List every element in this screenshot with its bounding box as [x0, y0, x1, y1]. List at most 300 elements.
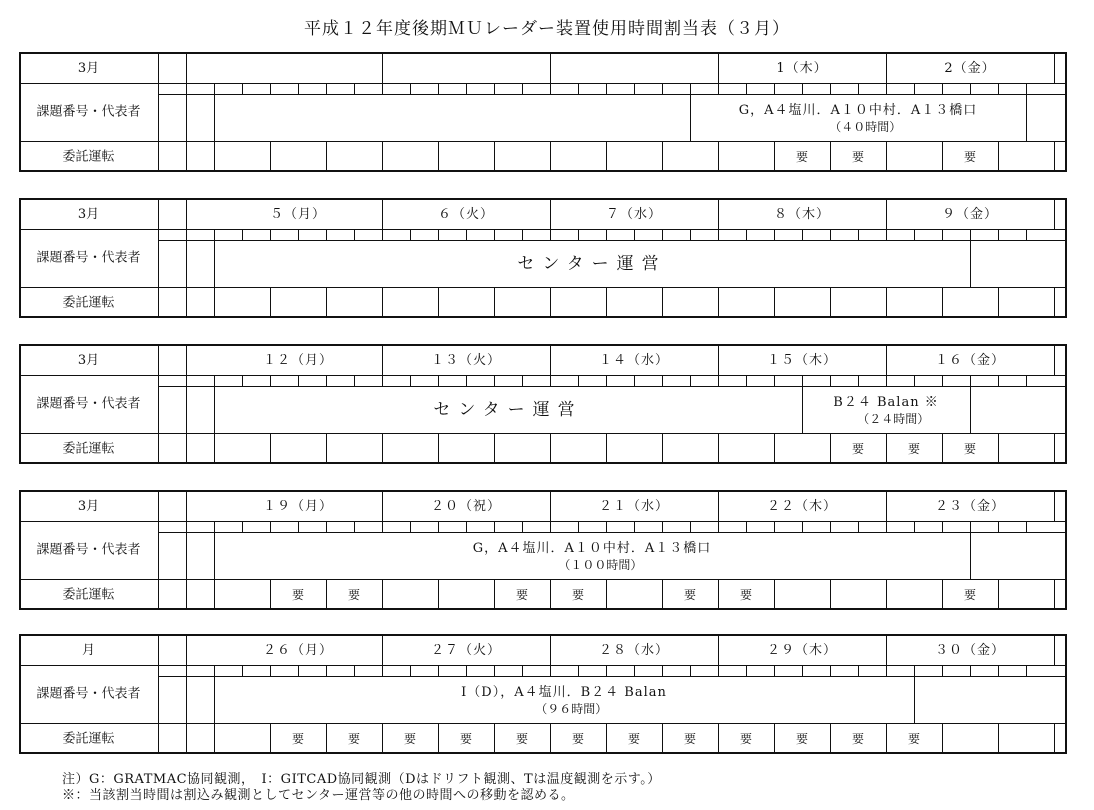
time-slot-tick — [410, 375, 411, 386]
delegated-required-mark: 要 — [347, 588, 361, 602]
time-slot-tick — [662, 665, 663, 676]
time-slot-tick — [998, 229, 999, 240]
time-slot-tick — [970, 521, 971, 532]
delegated-cell-divider — [494, 433, 495, 464]
row-divider — [158, 532, 1067, 533]
day-header: ２０（祝） — [430, 499, 502, 514]
day-header: ２３（金） — [934, 499, 1006, 514]
time-slot-tick — [494, 665, 495, 676]
time-slot-tick — [746, 665, 747, 676]
assignment-boundary — [690, 94, 691, 141]
time-slot-tick — [746, 521, 747, 532]
column-divider — [158, 344, 159, 464]
day-header: ８（木） — [773, 207, 831, 222]
table-border — [19, 344, 1067, 346]
time-slot-tick — [270, 375, 271, 386]
day-divider — [550, 52, 551, 83]
assignment-hours: （２４時間） — [857, 412, 930, 426]
time-slot-tick — [326, 521, 327, 532]
time-slot-tick — [410, 83, 411, 94]
time-slot-tick — [1026, 665, 1027, 676]
delegated-required-mark: 要 — [291, 588, 305, 602]
time-slot-tick — [886, 229, 887, 240]
day-header: ２８（水） — [598, 643, 670, 658]
time-slot-tick — [270, 665, 271, 676]
time-slot-tick — [438, 375, 439, 386]
month-label: 3月 — [77, 353, 100, 368]
time-slot-tick — [886, 665, 887, 676]
delegated-required-mark: 要 — [963, 150, 977, 164]
delegated-cell-divider — [942, 723, 943, 754]
row-label-delegated: 委託運転 — [62, 731, 115, 746]
time-slot-tick — [270, 229, 271, 240]
time-slot-tick — [942, 665, 943, 676]
time-slot-tick — [1026, 375, 1027, 386]
time-slot-tick — [242, 229, 243, 240]
time-slot-tick — [998, 83, 999, 94]
row-divider — [19, 433, 1067, 434]
delegated-required-mark: 要 — [683, 588, 697, 602]
time-slot-tick — [858, 83, 859, 94]
delegated-cell-divider — [382, 579, 383, 610]
delegated-cell-divider — [550, 433, 551, 464]
table-border — [19, 52, 1067, 54]
table-border — [19, 316, 1067, 318]
row-divider — [158, 94, 1067, 95]
delegated-required-mark: 要 — [627, 732, 641, 746]
time-slot-tick — [382, 83, 383, 94]
day-header: ６（火） — [437, 207, 495, 222]
delegated-cell-divider — [438, 723, 439, 754]
time-slot-tick — [942, 521, 943, 532]
delegated-cell-divider — [438, 141, 439, 172]
table-border — [19, 198, 1067, 200]
assignment-block: I（D），A４塩川．B２４ Balan — [461, 685, 667, 700]
time-slot-tick — [690, 665, 691, 676]
delegated-cell-divider — [1054, 287, 1055, 318]
time-slot-tick — [298, 521, 299, 532]
delegated-cell-divider — [606, 141, 607, 172]
time-slot-tick — [802, 665, 803, 676]
column-divider — [158, 490, 159, 610]
delegated-cell-divider — [718, 287, 719, 318]
delegated-cell-divider — [270, 723, 271, 754]
time-slot-tick — [354, 521, 355, 532]
row-divider — [19, 723, 1067, 724]
delegated-cell-divider — [438, 579, 439, 610]
delegated-cell-divider — [550, 141, 551, 172]
delegated-required-mark: 要 — [739, 588, 753, 602]
delegated-cell-divider — [382, 433, 383, 464]
time-slot-tick — [214, 229, 215, 240]
delegated-cell-divider — [382, 141, 383, 172]
day-header: １５（木） — [766, 353, 838, 368]
column-divider — [186, 490, 187, 610]
delegated-cell-divider — [214, 579, 215, 610]
time-slot-tick — [242, 83, 243, 94]
assignment-boundary — [970, 240, 971, 287]
row-divider — [19, 83, 1067, 84]
day-divider — [1054, 490, 1055, 521]
time-slot-tick — [354, 83, 355, 94]
delegated-required-mark: 要 — [795, 732, 809, 746]
day-divider — [382, 52, 383, 83]
time-slot-tick — [522, 665, 523, 676]
time-slot-tick — [690, 83, 691, 94]
time-slot-tick — [970, 229, 971, 240]
time-slot-tick — [858, 665, 859, 676]
assignment-hours: （４０時間） — [829, 120, 902, 134]
time-slot-tick — [634, 665, 635, 676]
time-slot-tick — [634, 83, 635, 94]
row-divider — [19, 287, 1067, 288]
row-divider — [19, 521, 1067, 522]
column-divider — [158, 634, 159, 754]
table-border — [19, 490, 1067, 492]
time-slot-tick — [774, 521, 775, 532]
time-slot-tick — [970, 375, 971, 386]
table-border — [1065, 490, 1067, 610]
delegated-required-mark: 要 — [963, 442, 977, 456]
row-label-assignee: 課題番号・代表者 — [36, 104, 141, 120]
table-border — [19, 752, 1067, 754]
day-header: ５（月） — [269, 207, 327, 222]
table-border — [19, 462, 1067, 464]
day-divider — [1054, 52, 1055, 83]
day-header: １６（金） — [934, 353, 1006, 368]
delegated-cell-divider — [886, 287, 887, 318]
time-slot-tick — [214, 83, 215, 94]
time-slot-tick — [298, 665, 299, 676]
delegated-cell-divider — [774, 723, 775, 754]
assignment-hours: （１００時間） — [558, 558, 643, 572]
delegated-cell-divider — [550, 723, 551, 754]
delegated-cell-divider — [494, 723, 495, 754]
delegated-required-mark: 要 — [515, 732, 529, 746]
delegated-required-mark: 要 — [459, 732, 473, 746]
delegated-required-mark: 要 — [907, 732, 921, 746]
time-slot-tick — [914, 665, 915, 676]
column-divider — [158, 198, 159, 318]
day-header: ２９（木） — [766, 643, 838, 658]
time-slot-tick — [242, 521, 243, 532]
table-border — [19, 634, 1067, 636]
day-divider — [1054, 198, 1055, 229]
delegated-required-mark: 要 — [739, 732, 753, 746]
delegated-required-mark: 要 — [347, 732, 361, 746]
time-slot-tick — [662, 521, 663, 532]
time-slot-tick — [886, 521, 887, 532]
time-slot-tick — [494, 229, 495, 240]
time-slot-tick — [662, 83, 663, 94]
delegated-cell-divider — [886, 579, 887, 610]
day-header: 1（木） — [776, 61, 828, 76]
schedule-table-week — [19, 490, 1067, 610]
delegated-cell-divider — [942, 579, 943, 610]
row-label-assignee: 課題番号・代表者 — [36, 542, 141, 558]
time-slot-tick — [718, 229, 719, 240]
delegated-cell-divider — [886, 723, 887, 754]
day-divider — [886, 52, 887, 83]
delegated-cell-divider — [270, 141, 271, 172]
time-slot-tick — [830, 521, 831, 532]
delegated-cell-divider — [326, 141, 327, 172]
day-header: １４（水） — [598, 353, 670, 368]
delegated-cell-divider — [662, 723, 663, 754]
delegated-cell-divider — [606, 723, 607, 754]
table-border — [1065, 634, 1067, 754]
time-slot-tick — [998, 521, 999, 532]
assignment-boundary — [214, 386, 215, 433]
time-slot-tick — [914, 521, 915, 532]
time-slot-tick — [550, 375, 551, 386]
month-label: 月 — [81, 643, 96, 658]
delegated-cell-divider — [1054, 433, 1055, 464]
row-divider — [158, 386, 1067, 387]
delegated-required-mark: 要 — [963, 588, 977, 602]
delegated-cell-divider — [886, 141, 887, 172]
time-slot-tick — [998, 375, 999, 386]
time-slot-tick — [858, 229, 859, 240]
delegated-required-mark: 要 — [795, 150, 809, 164]
time-slot-tick — [690, 375, 691, 386]
time-slot-tick — [914, 229, 915, 240]
schedule-table-week — [19, 344, 1067, 464]
time-slot-tick — [774, 665, 775, 676]
delegated-cell-divider — [830, 433, 831, 464]
delegated-cell-divider — [326, 287, 327, 318]
time-slot-tick — [494, 521, 495, 532]
time-slot-tick — [802, 83, 803, 94]
delegated-cell-divider — [606, 433, 607, 464]
day-divider — [718, 490, 719, 521]
time-slot-tick — [522, 521, 523, 532]
time-slot-tick — [1026, 83, 1027, 94]
row-label-delegated: 委託運転 — [62, 149, 115, 164]
delegated-required-mark: 要 — [515, 588, 529, 602]
delegated-cell-divider — [942, 433, 943, 464]
day-divider — [886, 634, 887, 665]
time-slot-tick — [382, 229, 383, 240]
time-slot-tick — [718, 665, 719, 676]
assignment-hours: （９６時間） — [535, 702, 608, 716]
assignment-block: B２４ Balan ※ — [833, 395, 939, 410]
assignment-boundary — [802, 386, 803, 433]
table-border — [19, 198, 21, 318]
row-label-assignee: 課題番号・代表者 — [36, 686, 141, 702]
time-slot-tick — [550, 83, 551, 94]
delegated-cell-divider — [494, 287, 495, 318]
delegated-cell-divider — [550, 287, 551, 318]
delegated-required-mark: 要 — [683, 732, 697, 746]
delegated-cell-divider — [998, 579, 999, 610]
day-divider — [382, 634, 383, 665]
time-slot-tick — [242, 665, 243, 676]
time-slot-tick — [690, 229, 691, 240]
day-header: 2（金） — [944, 61, 996, 76]
month-label: 3月 — [77, 61, 100, 76]
day-divider — [550, 344, 551, 375]
assignment-boundary — [214, 676, 215, 723]
delegated-cell-divider — [998, 433, 999, 464]
delegated-cell-divider — [382, 723, 383, 754]
time-slot-tick — [298, 375, 299, 386]
time-slot-tick — [970, 665, 971, 676]
table-border — [1065, 198, 1067, 318]
time-slot-tick — [298, 83, 299, 94]
time-slot-tick — [802, 521, 803, 532]
schedule-table-week — [19, 52, 1067, 172]
time-slot-tick — [326, 665, 327, 676]
delegated-cell-divider — [1054, 579, 1055, 610]
time-slot-tick — [662, 375, 663, 386]
row-divider — [158, 240, 1067, 241]
time-slot-tick — [326, 83, 327, 94]
time-slot-tick — [942, 83, 943, 94]
day-header: ２６（月） — [262, 643, 334, 658]
time-slot-tick — [410, 521, 411, 532]
delegated-cell-divider — [1054, 723, 1055, 754]
schedule-table-week — [19, 198, 1067, 318]
delegated-cell-divider — [718, 433, 719, 464]
time-slot-tick — [634, 229, 635, 240]
delegated-cell-divider — [214, 287, 215, 318]
time-slot-tick — [326, 375, 327, 386]
delegated-cell-divider — [774, 433, 775, 464]
day-header: ９（金） — [941, 207, 999, 222]
time-slot-tick — [214, 665, 215, 676]
time-slot-tick — [914, 83, 915, 94]
delegated-cell-divider — [214, 141, 215, 172]
time-slot-tick — [354, 229, 355, 240]
day-header: ３０（金） — [934, 643, 1006, 658]
row-divider — [158, 676, 1067, 677]
day-divider — [886, 198, 887, 229]
delegated-cell-divider — [326, 723, 327, 754]
time-slot-tick — [382, 665, 383, 676]
day-divider — [550, 198, 551, 229]
day-divider — [886, 490, 887, 521]
delegated-required-mark: 要 — [571, 732, 585, 746]
time-slot-tick — [438, 665, 439, 676]
time-slot-tick — [746, 229, 747, 240]
time-slot-tick — [466, 375, 467, 386]
time-slot-tick — [550, 229, 551, 240]
table-border — [19, 344, 21, 464]
delegated-cell-divider — [662, 433, 663, 464]
delegated-cell-divider — [718, 141, 719, 172]
time-slot-tick — [914, 375, 915, 386]
assignment-block: G，A４塩川．A１０中村．A１３橋口 — [738, 103, 978, 118]
time-slot-tick — [802, 229, 803, 240]
delegated-cell-divider — [550, 579, 551, 610]
day-header: １３（火） — [430, 353, 502, 368]
time-slot-tick — [998, 665, 999, 676]
day-divider — [718, 52, 719, 83]
day-divider — [718, 344, 719, 375]
time-slot-tick — [662, 229, 663, 240]
time-slot-tick — [606, 229, 607, 240]
delegated-cell-divider — [774, 141, 775, 172]
delegated-cell-divider — [214, 723, 215, 754]
assignment-block: G，A４塩川．A１０中村．A１３橋口 — [472, 541, 712, 556]
time-slot-tick — [718, 521, 719, 532]
row-label-assignee: 課題番号・代表者 — [36, 250, 141, 266]
column-divider — [158, 52, 159, 172]
time-slot-tick — [466, 665, 467, 676]
delegated-required-mark: 要 — [851, 150, 865, 164]
day-divider — [886, 344, 887, 375]
time-slot-tick — [326, 229, 327, 240]
time-slot-tick — [830, 375, 831, 386]
assignment-boundary — [214, 94, 215, 141]
day-header: ２７（火） — [430, 643, 502, 658]
delegated-cell-divider — [718, 723, 719, 754]
delegated-required-mark: 要 — [403, 732, 417, 746]
delegated-cell-divider — [830, 723, 831, 754]
time-slot-tick — [270, 83, 271, 94]
month-label: 3月 — [77, 499, 100, 514]
delegated-cell-divider — [830, 141, 831, 172]
row-label-delegated: 委託運転 — [62, 587, 115, 602]
time-slot-tick — [606, 83, 607, 94]
day-header: ２１（水） — [598, 499, 670, 514]
time-slot-tick — [578, 229, 579, 240]
table-border — [19, 634, 21, 754]
delegated-cell-divider — [326, 433, 327, 464]
delegated-cell-divider — [270, 287, 271, 318]
assignment-boundary — [1026, 94, 1027, 141]
time-slot-tick — [690, 521, 691, 532]
time-slot-tick — [774, 229, 775, 240]
day-divider — [550, 490, 551, 521]
assignment-boundary — [914, 676, 915, 723]
time-slot-tick — [214, 521, 215, 532]
delegated-cell-divider — [606, 287, 607, 318]
column-divider — [186, 52, 187, 172]
time-slot-tick — [746, 375, 747, 386]
time-slot-tick — [942, 229, 943, 240]
time-slot-tick — [802, 375, 803, 386]
day-divider — [382, 198, 383, 229]
day-header: ７（水） — [605, 207, 663, 222]
column-divider — [186, 344, 187, 464]
table-border — [19, 52, 21, 172]
delegated-required-mark: 要 — [907, 442, 921, 456]
time-slot-tick — [522, 83, 523, 94]
row-label-delegated: 委託運転 — [62, 295, 115, 310]
delegated-cell-divider — [774, 579, 775, 610]
delegated-cell-divider — [886, 433, 887, 464]
time-slot-tick — [886, 375, 887, 386]
delegated-cell-divider — [606, 579, 607, 610]
delegated-cell-divider — [998, 287, 999, 318]
delegated-cell-divider — [662, 287, 663, 318]
time-slot-tick — [1026, 521, 1027, 532]
delegated-cell-divider — [830, 287, 831, 318]
delegated-cell-divider — [942, 287, 943, 318]
time-slot-tick — [382, 375, 383, 386]
time-slot-tick — [886, 83, 887, 94]
time-slot-tick — [858, 375, 859, 386]
table-border — [1065, 52, 1067, 172]
time-slot-tick — [466, 229, 467, 240]
delegated-cell-divider — [494, 579, 495, 610]
time-slot-tick — [438, 83, 439, 94]
table-border — [19, 170, 1067, 172]
delegated-cell-divider — [998, 141, 999, 172]
time-slot-tick — [270, 521, 271, 532]
